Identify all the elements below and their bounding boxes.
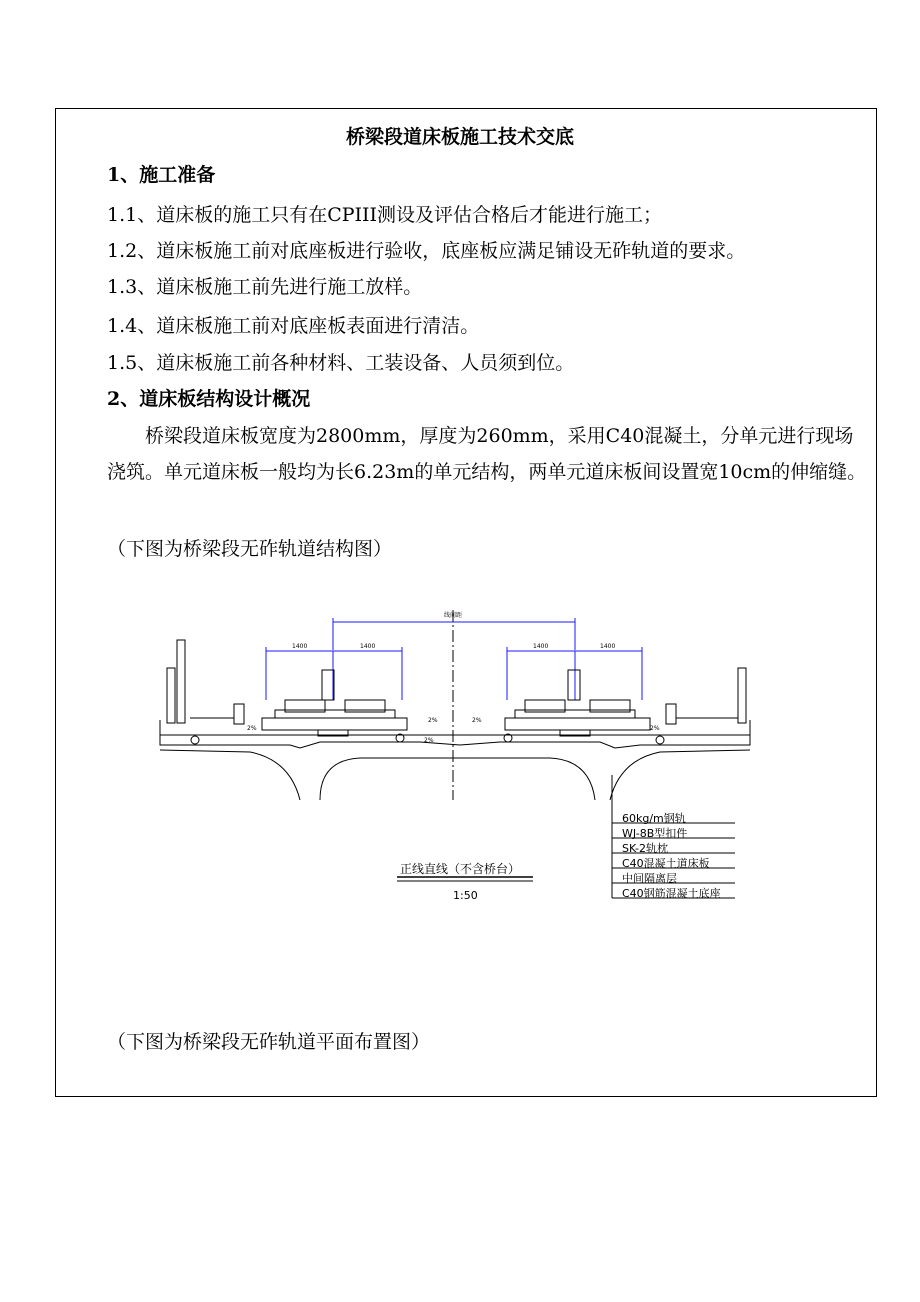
- item-1-5: 1.5、道床板施工前各种材料、工装设备、人员须到位。: [107, 352, 575, 374]
- item-1-2: 1.2、道床板施工前对底座板进行验收，底座板应满足铺设无砟轨道的要求。: [107, 240, 746, 262]
- section-1-heading: 1、施工准备: [107, 164, 216, 186]
- figure-caption-structure: （下图为桥梁段无砟轨道结构图）: [107, 538, 393, 560]
- slope-4: 2%: [424, 737, 434, 744]
- slope-3: 2%: [472, 717, 482, 724]
- dim-right-2: 1400: [600, 643, 616, 650]
- item-1-1: 1.1、道床板的施工只有在CPIII测设及评估合格后才能进行施工；: [107, 204, 663, 226]
- legend-item-3: SK-2轨枕: [622, 842, 669, 855]
- view-scale: 1:50: [453, 889, 478, 902]
- item-1-3: 1.3、道床板施工前先进行施工放样。: [107, 276, 423, 298]
- slope-5: 2%: [650, 725, 660, 732]
- legend-item-4: C40混凝土道床板: [622, 857, 710, 870]
- dim-left-2: 1400: [360, 643, 376, 650]
- section-2-paragraph: 桥梁段道床板宽度为2800mm，厚度为260mm，采用C40混凝土，分单元进行现场浇筑。单元道床板一般均为长6.23m的单元结构，两单元道床板间设置宽10cm的伸缩缝。: [107, 425, 867, 483]
- dim-left-1: 1400: [292, 643, 308, 650]
- page-title: 桥梁段道床板施工技术交底: [345, 126, 574, 148]
- legend-item-1: 60kg/m钢轨: [622, 812, 686, 825]
- dim-top-label: 线间距: [444, 612, 463, 619]
- slope-1: 2%: [247, 725, 257, 732]
- figure-caption-layout: （下图为桥梁段无砟轨道平面布置图）: [107, 1031, 431, 1053]
- section-2-heading: 2、道床板结构设计概况: [107, 388, 311, 410]
- slope-2: 2%: [428, 717, 438, 724]
- legend-item-6: C40钢筋混凝土底座: [622, 887, 721, 900]
- item-1-4: 1.4、道床板施工前对底座板表面进行清洁。: [107, 315, 480, 337]
- dim-right-1: 1400: [533, 643, 549, 650]
- legend-item-2: WJ-8B型扣件: [622, 827, 688, 840]
- legend-item-5: 中间隔离层: [622, 872, 677, 885]
- view-title: 正线直线（不含桥台）: [400, 862, 521, 876]
